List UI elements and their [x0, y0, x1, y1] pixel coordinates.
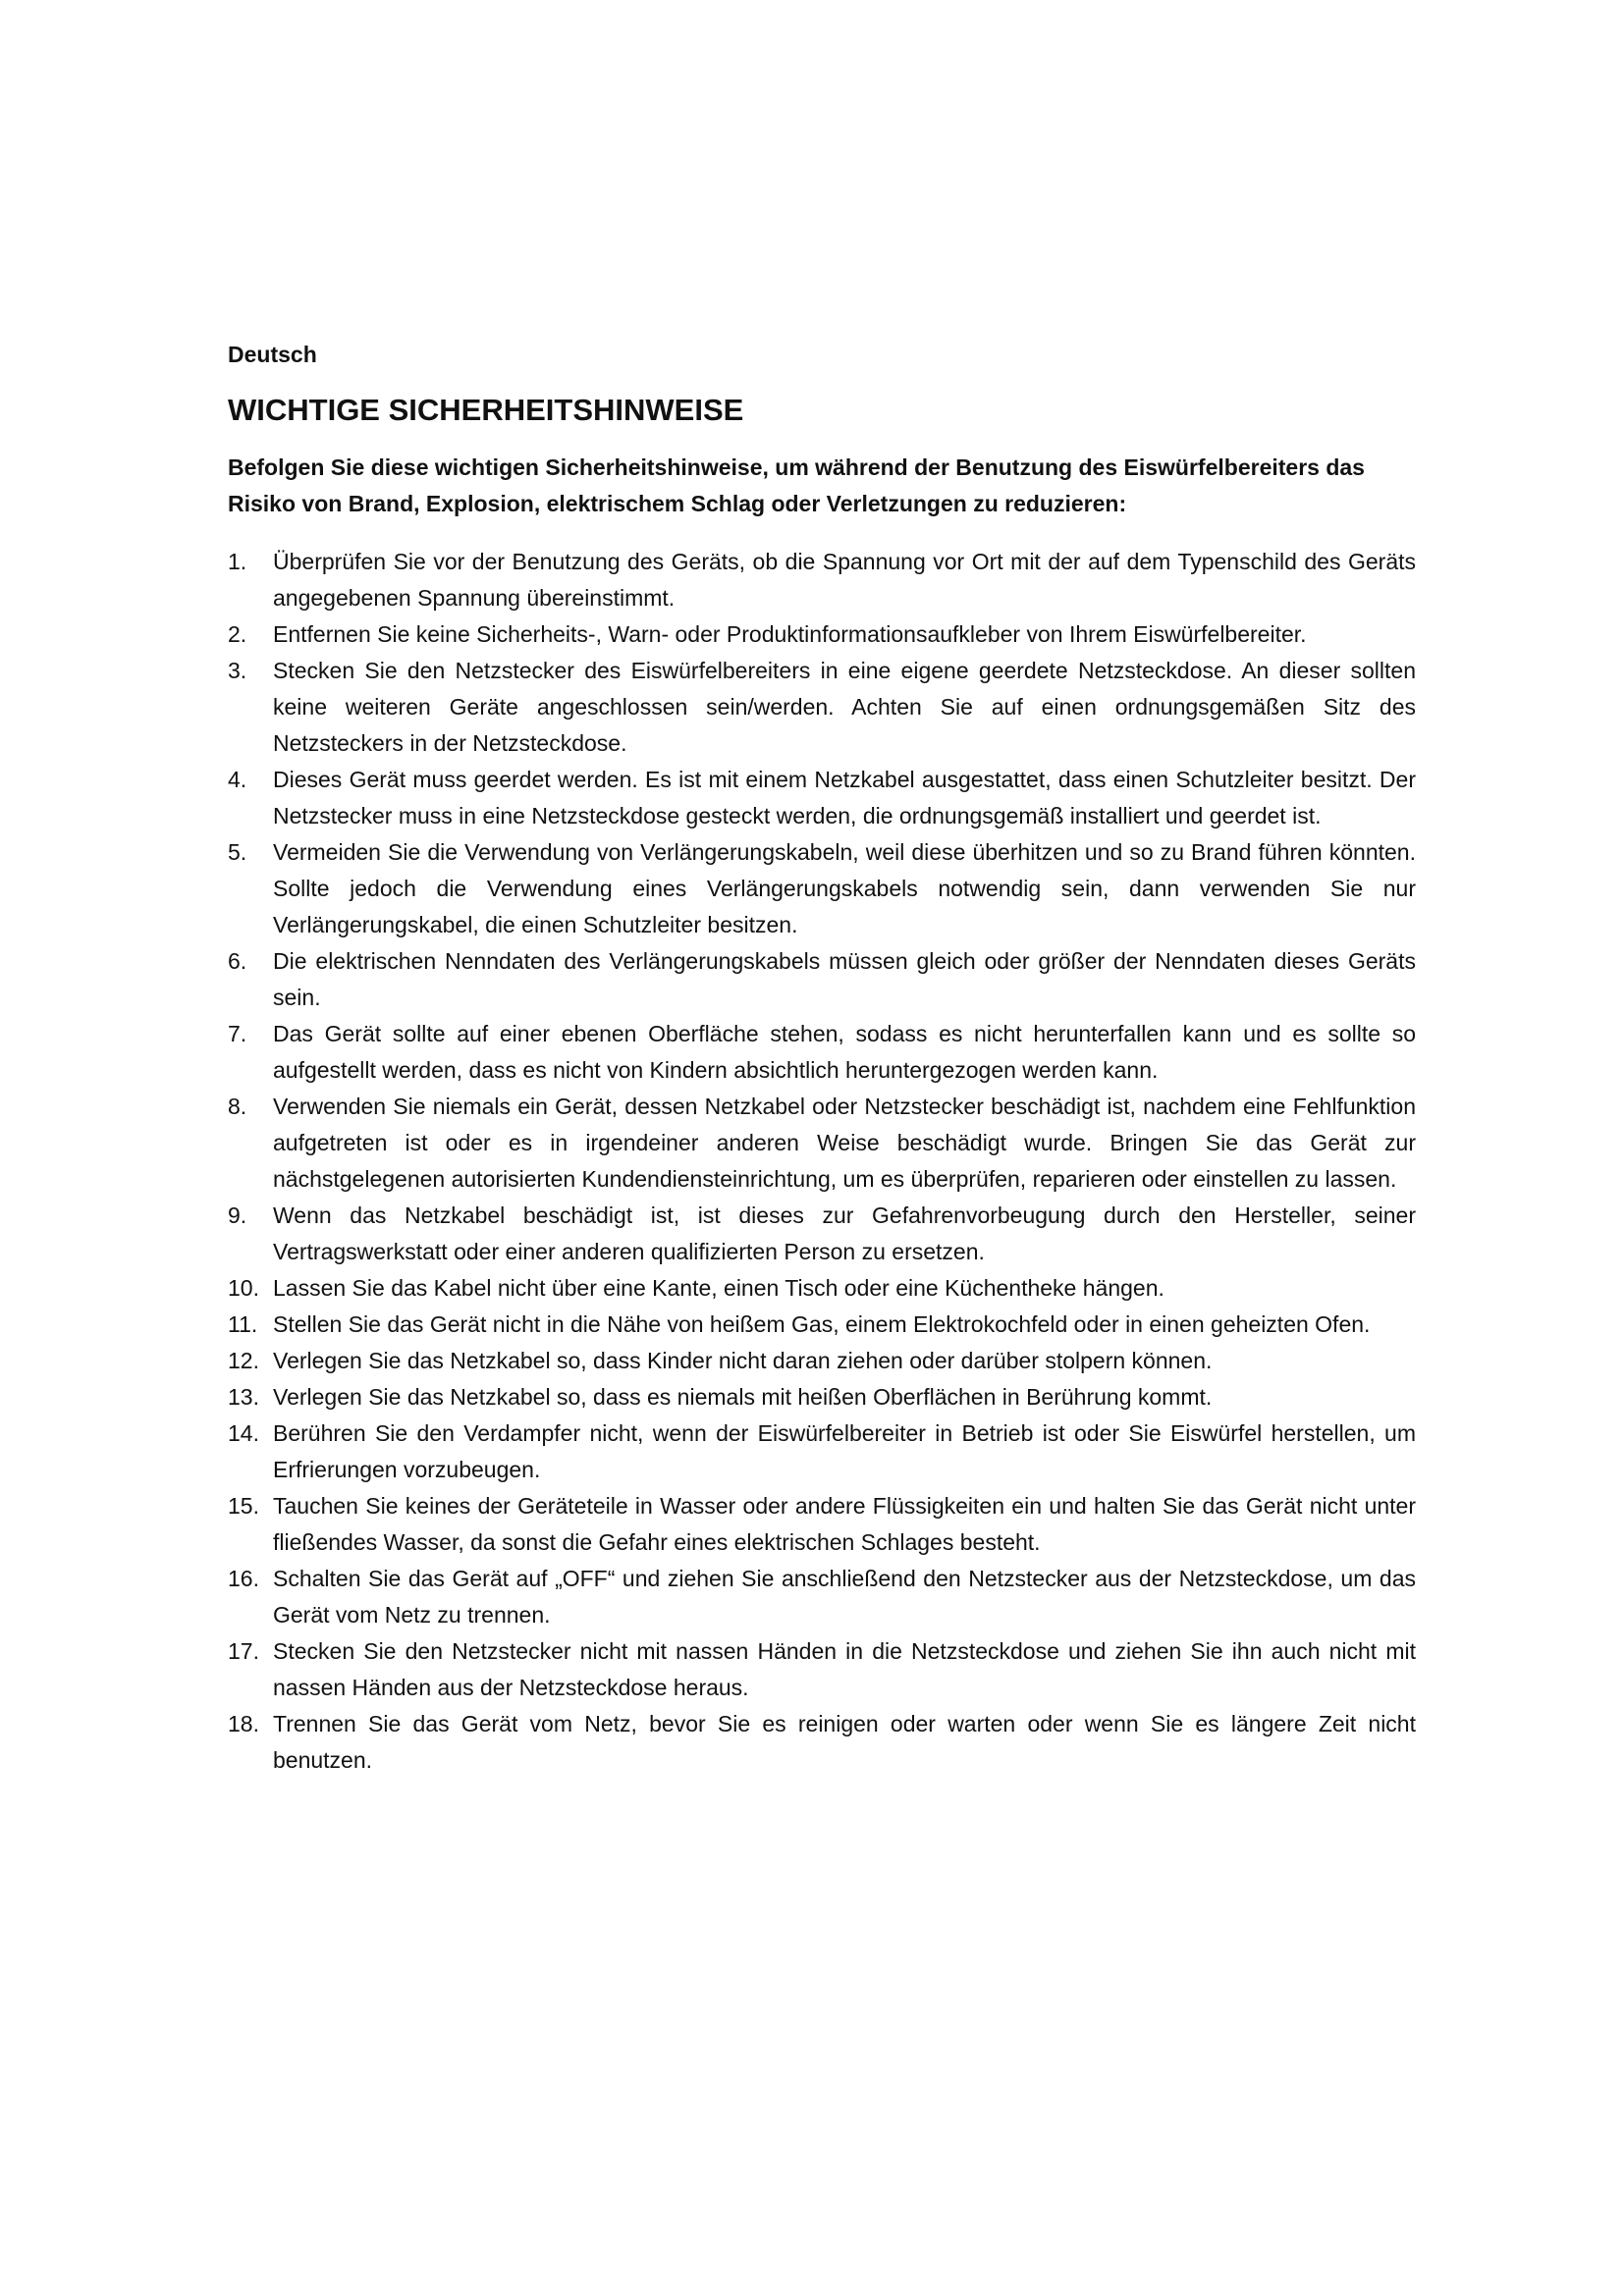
item-number: 8. — [228, 1094, 247, 1119]
item-number: 10. — [228, 1275, 259, 1301]
item-text: Das Gerät sollte auf einer ebenen Oberfläche stehen, sodass es nicht herunterfallen kann und es sollte so aufgestellt werden, dass es nicht von Kindern absichtlich heruntergezogen werden kann. — [273, 1021, 1416, 1083]
item-text: Schalten Sie das Gerät auf „OFF“ und ziehen Sie anschließend den Netzstecker aus der Netzsteckdose, um das Gerät vom Netz zu trennen. — [273, 1566, 1416, 1628]
item-text: Trennen Sie das Gerät vom Netz, bevor Sie es reinigen oder warten oder wenn Sie es längere Zeit nicht benutzen. — [273, 1711, 1416, 1773]
item-text: Entfernen Sie keine Sicherheits-, Warn- oder Produktinformationsaufkleber von Ihrem Eiswürfelbereiter. — [273, 621, 1307, 647]
item-text: Dieses Gerät muss geerdet werden. Es ist mit einem Netzkabel ausgestattet, dass einen Schutzleiter besitzt. Der Netzstecker muss in eine Netzsteckdose gesteckt werden, die ordnungsgemäß installiert und geerdet ist. — [273, 767, 1416, 828]
item-number: 4. — [228, 767, 247, 792]
safety-list — [228, 544, 1416, 1779]
item-number: 7. — [228, 1021, 247, 1046]
list-item — [228, 1633, 1416, 1706]
list-item — [228, 1016, 1416, 1089]
item-text: Verlegen Sie das Netzkabel so, dass Kinder nicht daran ziehen oder darüber stolpern können. — [273, 1348, 1213, 1373]
list-item — [228, 1307, 1416, 1343]
item-text: Verwenden Sie niemals ein Gerät, dessen Netzkabel oder Netzstecker beschädigt ist, nachdem eine Fehlfunktion aufgetreten ist oder es in irgendeiner anderen Weise beschädigt wurde. Bringen Sie das Gerät zur nächstgelegenen autorisierten Kundendiensteinrichtung, um es überprüfen, reparieren oder einstellen zu lassen. — [273, 1094, 1416, 1192]
item-number: 18. — [228, 1711, 259, 1736]
item-number: 17. — [228, 1638, 259, 1664]
document-page — [228, 340, 1416, 1779]
item-number: 9. — [228, 1202, 247, 1228]
list-item — [228, 1343, 1416, 1379]
item-number: 12. — [228, 1348, 259, 1373]
list-item — [228, 1415, 1416, 1488]
item-number: 16. — [228, 1566, 259, 1591]
item-text: Überprüfen Sie vor der Benutzung des Geräts, ob die Spannung vor Ort mit der auf dem Typenschild des Geräts angegebenen Spannung übereinstimmt. — [273, 549, 1416, 611]
item-text: Tauchen Sie keines der Geräteteile in Wasser oder andere Flüssigkeiten ein und halten Sie das Gerät nicht unter fließendes Wasser, da sonst die Gefahr eines elektrischen Schlages besteht. — [273, 1493, 1416, 1555]
list-item — [228, 1379, 1416, 1415]
item-text: Die elektrischen Nenndaten des Verlängerungskabels müssen gleich oder größer der Nenndaten dieses Geräts sein. — [273, 948, 1416, 1010]
list-item — [228, 1488, 1416, 1561]
item-number: 3. — [228, 658, 247, 683]
list-item — [228, 653, 1416, 762]
item-number: 15. — [228, 1493, 259, 1519]
item-number: 2. — [228, 621, 247, 647]
list-item — [228, 544, 1416, 616]
item-text: Berühren Sie den Verdampfer nicht, wenn der Eiswürfelbereiter in Betrieb ist oder Sie Eiswürfel herstellen, um Erfrierungen vorzubeugen. — [273, 1420, 1416, 1482]
item-number: 11. — [228, 1311, 258, 1337]
item-text: Stecken Sie den Netzstecker des Eiswürfelbereiters in eine eigene geerdete Netzsteckdose. An dieser sollten keine weiteren Geräte angeschlossen sein/werden. Achten Sie auf einen ordnungsgemäßen Sitz des Netzsteckers in der Netzsteckdose. — [273, 658, 1416, 756]
list-item — [228, 943, 1416, 1016]
item-text: Lassen Sie das Kabel nicht über eine Kante, einen Tisch oder eine Küchentheke hängen. — [273, 1275, 1164, 1301]
list-item — [228, 1089, 1416, 1198]
item-number: 5. — [228, 839, 247, 865]
item-number: 14. — [228, 1420, 259, 1446]
list-item — [228, 1706, 1416, 1779]
list-item — [228, 1270, 1416, 1307]
item-text: Stellen Sie das Gerät nicht in die Nähe von heißem Gas, einem Elektrokochfeld oder in einen geheizten Ofen. — [273, 1311, 1371, 1337]
list-item — [228, 762, 1416, 834]
language-label: Deutsch — [228, 342, 317, 367]
item-text: Verlegen Sie das Netzkabel so, dass es niemals mit heißen Oberflächen in Berührung kommt. — [273, 1384, 1213, 1410]
item-number: 13. — [228, 1384, 259, 1410]
intro-paragraph: Befolgen Sie diese wichtigen Sicherheitshinweise, um während der Benutzung des Eiswürfelbereiters das Risiko von Brand, Explosion, elektrischem Schlag oder Verletzungen zu reduzieren: — [228, 454, 1365, 516]
item-number: 1. — [228, 549, 247, 574]
item-number: 6. — [228, 948, 247, 974]
list-item — [228, 834, 1416, 943]
list-item — [228, 1561, 1416, 1633]
item-text: Stecken Sie den Netzstecker nicht mit nassen Händen in die Netzsteckdose und ziehen Sie ihn auch nicht mit nassen Händen aus der Netzsteckdose heraus. — [273, 1638, 1416, 1700]
item-text: Wenn das Netzkabel beschädigt ist, ist dieses zur Gefahrenvorbeugung durch den Hersteller, seiner Vertragswerkstatt oder einer anderen qualifizierten Person zu ersetzen. — [273, 1202, 1416, 1264]
item-text: Vermeiden Sie die Verwendung von Verlängerungskabeln, weil diese überhitzen und so zu Brand führen könnten. Sollte jedoch die Verwendung eines Verlängerungskabels notwendig sein, dann verwenden Sie nur Verlängerungskabel, die einen Schutzleiter besitzen. — [273, 839, 1416, 937]
list-item — [228, 1198, 1416, 1270]
page-title: WICHTIGE SICHERHEITSHINWEISE — [228, 393, 744, 427]
list-item — [228, 616, 1416, 653]
